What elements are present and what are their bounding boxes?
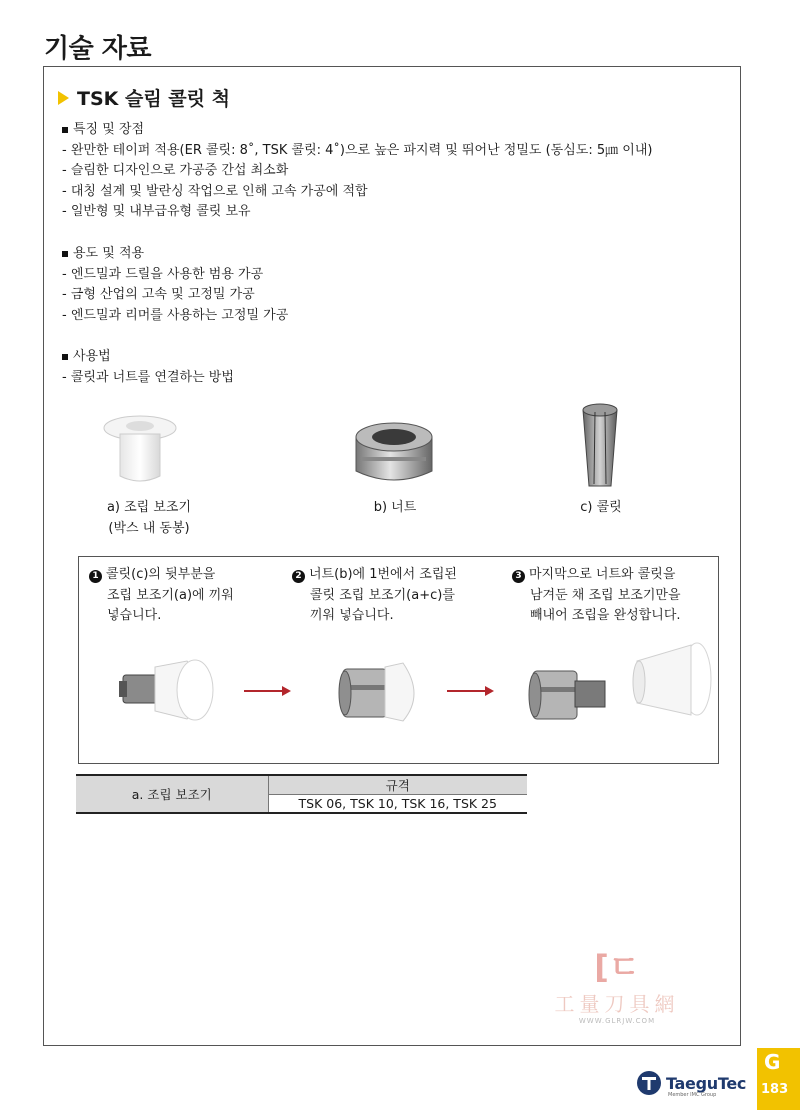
brand-name: TaeguTec (666, 1073, 747, 1093)
step-2-line-2: 콜릿 조립 보조기(a+c)를 (310, 587, 455, 603)
watermark-logo: [ㄷ (594, 948, 640, 986)
collet-image (575, 398, 625, 490)
step-number-badge: 3 (512, 570, 525, 583)
list-item: - 금형 산업의 고속 및 고정밀 가공 (62, 287, 255, 302)
step-3-aid-image (631, 633, 713, 725)
page-number: 183 (761, 1082, 789, 1097)
product-a-note: (박스 내 동봉) (108, 521, 190, 536)
step-2-line-1: 너트(b)에 1번에서 조립된 (309, 567, 457, 582)
spec-row-label: a. 조립 보조기 (76, 775, 268, 813)
page-title: 기술 자료 (44, 34, 152, 64)
list-item: - 완만한 테이퍼 적용(ER 콜릿: 8˚, TSK 콜릿: 4˚)으로 높은 파지력 및 뛰어난 정밀도 (동심도: 5㎛ 이내) (62, 142, 653, 158)
step-1 (89, 565, 234, 627)
applications-heading: 용도 및 적용 (73, 246, 145, 261)
list-item: - 대칭 설계 및 발란싱 작업으로 인해 고속 가공에 적합 (62, 183, 368, 199)
square-bullet-icon (62, 127, 68, 133)
list-item: - 슬림한 디자인으로 가공중 간섭 최소화 (62, 163, 289, 178)
step-3-line-1: 마지막으로 너트와 콜릿을 (529, 567, 676, 582)
product-a-caption (94, 497, 204, 539)
features-heading: 특징 및 장점 (73, 122, 145, 137)
list-item: - 콜릿과 너트를 연결하는 방법 (62, 369, 234, 385)
watermark (537, 942, 697, 1025)
square-bullet-icon (62, 251, 68, 257)
product-b-label: b) 너트 (373, 500, 417, 515)
applications-block (62, 244, 288, 326)
step-1-line-1: 콜릿(c)의 뒷부분을 (106, 567, 216, 582)
step-1-line-2: 조립 보조기(a)에 끼워 (107, 587, 234, 603)
step-2 (292, 565, 457, 627)
product-a-label: a) 조립 보조기 (106, 500, 192, 515)
brand-logo (636, 1070, 746, 1096)
spec-table (76, 774, 527, 814)
step-3-line-3: 빼내어 조립을 완성합니다. (530, 608, 681, 623)
step-3 (512, 565, 681, 627)
assembly-aid-image (100, 410, 180, 490)
list-item: - 일반형 및 내부급유형 콜릿 보유 (62, 204, 251, 219)
list-item: - 엔드밀과 드릴을 사용한 범용 가공 (62, 266, 264, 282)
spec-header: 규격 (268, 775, 527, 795)
usage-block (62, 347, 234, 388)
arrow-right-icon (447, 685, 495, 697)
product-c-label: c) 콜릿 (580, 500, 622, 515)
step-3-assembly-image (525, 657, 615, 729)
assembly-steps-box (78, 556, 719, 764)
step-2-line-3: 끼워 넣습니다. (310, 608, 394, 623)
step-1-line-3: 넣습니다. (107, 608, 162, 623)
step-number-badge: 1 (89, 570, 102, 583)
nut-image (352, 415, 437, 487)
step-1-image (117, 653, 222, 723)
step-2-image (337, 655, 427, 727)
triangle-bullet-icon (58, 91, 69, 105)
chapter-letter: G (764, 1050, 781, 1074)
usage-heading: 사용법 (73, 349, 111, 364)
taegutec-logo-icon (636, 1070, 662, 1096)
brand-subtitle: Member IMC Group (668, 1092, 717, 1098)
chapter-tab (757, 1048, 800, 1110)
list-item: - 엔드밀과 리머를 사용하는 고정밀 가공 (62, 307, 289, 323)
step-number-badge: 2 (292, 570, 305, 583)
watermark-url: WWW.GLRJW.COM (578, 1017, 656, 1025)
section-heading (58, 84, 230, 111)
section-title: TSK 슬림 콜릿 척 (77, 88, 230, 110)
features-block (62, 120, 652, 223)
watermark-text: 工量刀具網 (554, 992, 680, 1016)
square-bullet-icon (62, 354, 68, 360)
spec-value: TSK 06, TSK 10, TSK 16, TSK 25 (268, 795, 527, 813)
arrow-right-icon (244, 685, 292, 697)
step-3-line-2: 남겨둔 채 조립 보조기만을 (530, 587, 681, 603)
